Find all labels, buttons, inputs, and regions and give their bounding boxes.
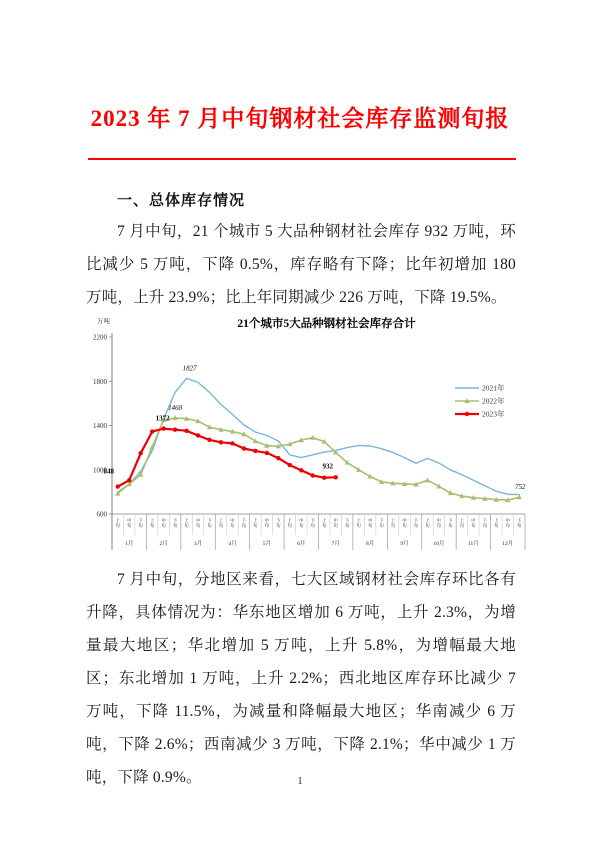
- svg-text:上旬: 上旬: [390, 518, 396, 528]
- svg-text:上旬: 上旬: [184, 518, 189, 528]
- svg-text:1月: 1月: [125, 541, 134, 547]
- svg-text:中旬: 中旬: [333, 518, 338, 528]
- svg-text:600: 600: [96, 510, 107, 519]
- svg-text:1827: 1827: [182, 364, 197, 373]
- svg-text:下旬: 下旬: [310, 518, 315, 528]
- svg-text:10月: 10月: [433, 541, 445, 547]
- svg-text:中旬: 中旬: [127, 518, 132, 528]
- svg-text:下旬: 下旬: [241, 518, 247, 528]
- svg-text:2200: 2200: [93, 333, 107, 342]
- svg-text:上旬: 上旬: [287, 518, 292, 528]
- svg-text:下旬: 下旬: [345, 518, 350, 528]
- svg-text:2022年: 2022年: [482, 396, 505, 406]
- svg-text:2023年: 2023年: [482, 409, 505, 419]
- svg-text:上旬: 上旬: [218, 518, 224, 528]
- svg-text:上旬: 上旬: [253, 518, 258, 528]
- paragraph-overall-inventory: 7 月中旬，21 个城市 5 大品种钢材社会库存 932 万吨，环比减少 5 万吨，下降 0.5%，库存略有下降；比年初增加 180 万吨，上升 23.9%；比上年同期减少 226 万吨，下降 19.5%。: [86, 223, 516, 306]
- svg-text:下旬: 下旬: [448, 518, 453, 528]
- svg-text:中旬: 中旬: [436, 518, 442, 528]
- svg-text:4月: 4月: [228, 541, 237, 547]
- svg-text:3月: 3月: [193, 541, 203, 547]
- svg-text:上旬: 上旬: [115, 518, 120, 528]
- svg-text:1000: 1000: [93, 466, 107, 475]
- svg-text:下旬: 下旬: [207, 518, 212, 528]
- svg-text:上旬: 上旬: [322, 518, 327, 528]
- inventory-line-chart: [87, 312, 527, 558]
- svg-text:中旬: 中旬: [195, 518, 201, 528]
- svg-text:8月: 8月: [365, 541, 375, 547]
- svg-text:1372: 1372: [155, 414, 170, 423]
- svg-text:万吨: 万吨: [97, 318, 110, 325]
- svg-text:12月: 12月: [502, 541, 514, 547]
- paragraph-regional-inventory: 7 月中旬，分地区来看，七大区域钢材社会库存环比各有升降，具体情况为：华东地区增加 6 万吨，上升 2.3%，为增量最大地区；华北增加 5 万吨，上升 5.8%，为增幅最大地区；东北增加 1 万吨，上升 2.2%；西北地区库存环比减少 7 万吨，下降 11.5%，为减量和降幅最大地区；华南减少 6 万吨，下降 2.6%；西南减少 3 万吨，下降 2.1%；华中减少 1 万吨，下降 0.9%。: [86, 571, 516, 786]
- svg-text:5月: 5月: [262, 541, 272, 547]
- section-heading: 一、总体库存情况: [117, 193, 246, 209]
- svg-text:上旬: 上旬: [494, 518, 499, 528]
- svg-text:下旬: 下旬: [276, 518, 281, 528]
- svg-text:752: 752: [515, 483, 526, 492]
- svg-text:中旬: 中旬: [264, 518, 270, 528]
- svg-text:中旬: 中旬: [505, 518, 510, 528]
- svg-text:中旬: 中旬: [367, 518, 373, 528]
- document-title: 2023 年 7 月中旬钢材社会库存监测旬报: [90, 106, 510, 131]
- svg-text:932: 932: [322, 462, 333, 471]
- svg-text:下旬: 下旬: [517, 518, 522, 528]
- svg-text:上旬: 上旬: [425, 518, 430, 528]
- svg-text:下旬: 下旬: [172, 518, 178, 528]
- svg-text:上旬: 上旬: [459, 518, 465, 528]
- svg-text:中旬: 中旬: [299, 518, 304, 528]
- svg-text:中旬: 中旬: [161, 518, 166, 528]
- svg-text:上旬: 上旬: [356, 518, 361, 528]
- svg-text:2月: 2月: [159, 541, 168, 547]
- svg-text:1400: 1400: [93, 422, 107, 430]
- svg-text:9月: 9月: [400, 541, 409, 547]
- svg-text:下旬: 下旬: [138, 518, 143, 528]
- svg-text:1800: 1800: [93, 377, 107, 386]
- svg-text:7月: 7月: [331, 541, 340, 547]
- inventory-chart-svg: [87, 312, 527, 558]
- svg-text:1468: 1468: [168, 403, 183, 412]
- title-underline-rule: [88, 158, 516, 160]
- svg-text:下旬: 下旬: [379, 518, 384, 528]
- page-number: 1: [297, 775, 303, 787]
- svg-text:中旬: 中旬: [230, 518, 235, 528]
- svg-text:中旬: 中旬: [471, 518, 476, 528]
- svg-text:中旬: 中旬: [402, 518, 407, 528]
- svg-text:6月: 6月: [297, 541, 306, 547]
- svg-text:下旬: 下旬: [413, 518, 419, 528]
- svg-text:848: 848: [103, 467, 114, 476]
- svg-text:11月: 11月: [467, 541, 479, 547]
- svg-text:下旬: 下旬: [482, 518, 487, 528]
- svg-text:21个城市5大品种钢材社会库存合计: 21个城市5大品种钢材社会库存合计: [237, 318, 416, 330]
- svg-text:2021年: 2021年: [482, 383, 505, 393]
- svg-text:上旬: 上旬: [150, 518, 155, 528]
